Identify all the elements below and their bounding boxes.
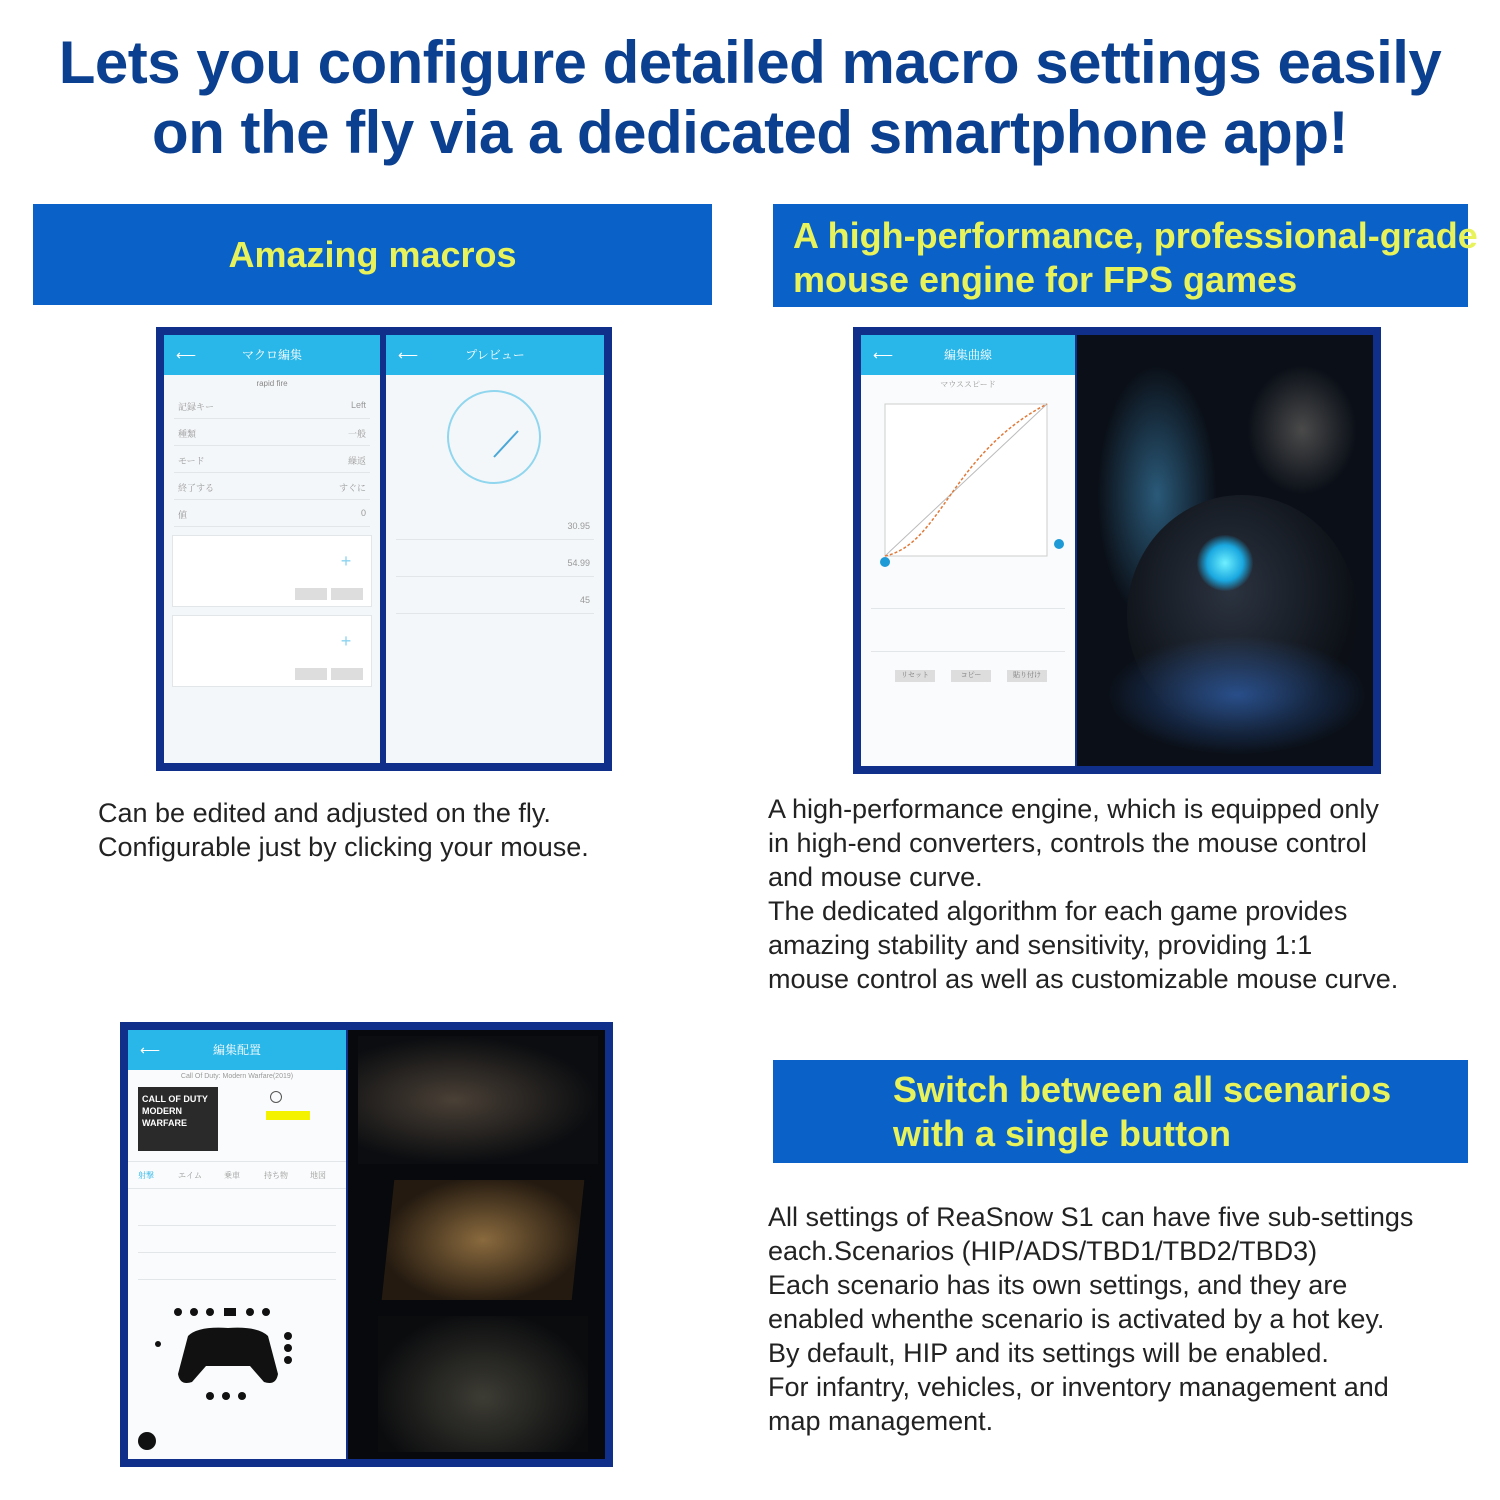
macro-row-value: 0: [360, 508, 366, 518]
copy-button[interactable]: コピー: [951, 670, 991, 682]
macro-row[interactable]: [174, 419, 370, 446]
mouse-desc-line: A high-performance engine, which is equipped only: [768, 794, 1379, 824]
config-tab[interactable]: 持ち物: [264, 1171, 288, 1180]
macros-desc-line: Configurable just by clicking your mouse.: [98, 832, 589, 862]
config-row[interactable]: [138, 1253, 336, 1280]
curve-edit-screen: [861, 335, 1075, 766]
config-title: 編集配置: [212, 1043, 261, 1057]
config-tab[interactable]: 射撃: [138, 1171, 154, 1180]
macro-row[interactable]: [174, 392, 370, 419]
macro-row-label: 終了する: [178, 483, 215, 493]
battleground-scene: [378, 1316, 588, 1452]
config-appbar: [128, 1030, 346, 1070]
gamepad-icon: [128, 1286, 346, 1416]
macro-app-screenshot: [156, 327, 612, 771]
scenarios-desc-line: enabled whenthe scenario is activated by a hot key.: [768, 1304, 1385, 1334]
scenarios-desc-line: Each scenario has its own settings, and they are: [768, 1270, 1348, 1300]
curve-title: 編集曲線: [943, 348, 992, 362]
curve-subtitle: マウススピード: [940, 380, 996, 389]
mouse-desc-line: amazing stability and sensitivity, providing 1:1: [768, 930, 1313, 960]
curve-slider-row[interactable]: [871, 625, 1065, 652]
preview-row[interactable]: [396, 550, 594, 577]
add-icon[interactable]: +: [340, 631, 352, 651]
macro-name: rapid fire: [256, 379, 288, 388]
mouse-desc-line: mouse control as well as customizable mouse curve.: [768, 964, 1399, 994]
macro-row-label: モード: [178, 456, 205, 466]
preview-appbar: [386, 335, 604, 375]
mouse-engine-banner: [773, 204, 1478, 307]
mouse-desc-line: in high-end converters, controls the mouse control: [768, 828, 1367, 858]
headline-line-2: on the fly via a dedicated smartphone app!: [152, 99, 1348, 166]
mouse-engine-title-line: mouse engine for FPS games: [793, 259, 1298, 300]
clock-icon: [270, 1091, 282, 1103]
macro-row-value: 繰返: [347, 456, 366, 466]
macro-row-value: すぐに: [338, 483, 366, 493]
config-tab[interactable]: 乗車: [224, 1171, 240, 1180]
macro-row-value: Left: [350, 400, 366, 410]
page-headline: [0, 28, 1500, 168]
config-tab[interactable]: 地図: [310, 1171, 326, 1180]
paste-button[interactable]: 貼り付け: [1007, 670, 1047, 682]
macros-description: [98, 796, 589, 864]
game-config-screenshot: [120, 1022, 613, 1467]
mouse-engine-description: [768, 792, 1398, 996]
step-button[interactable]: [331, 588, 363, 600]
add-icon[interactable]: +: [340, 551, 352, 571]
curve-slider-row[interactable]: [871, 582, 1065, 609]
macro-step-card: [172, 535, 372, 607]
scenarios-desc-line: each.Scenarios (HIP/ADS/TBD1/TBD2/TBD3): [768, 1236, 1318, 1266]
game-card: [128, 1083, 346, 1161]
macro-edit-screen: [164, 335, 380, 763]
back-arrow-icon[interactable]: ⟵: [176, 347, 197, 363]
config-tab-bar: [128, 1161, 346, 1189]
mouse-curve-screenshot: [853, 327, 1381, 774]
macros-desc-line: Can be edited and adjusted on the fly.: [98, 798, 551, 828]
macros-title: Amazing macros: [228, 234, 517, 275]
macro-row[interactable]: [174, 473, 370, 500]
macro-edit-title: マクロ編集: [241, 348, 302, 362]
gaming-mouse-image: [1077, 335, 1373, 766]
scenarios-title-line: with a single button: [893, 1113, 1231, 1154]
macro-edit-appbar: [164, 335, 380, 375]
cod-logo-text: CALL OF DUTY MODERN WARFARE: [142, 1094, 208, 1128]
preview-value: 30.95: [567, 521, 590, 531]
step-button[interactable]: [331, 668, 363, 680]
scenarios-desc-line: For infantry, vehicles, or inventory management and: [768, 1372, 1389, 1402]
back-arrow-icon[interactable]: ⟵: [398, 347, 419, 363]
game-scenes-image: [348, 1030, 605, 1459]
bottom-toggle-icon[interactable]: [138, 1432, 156, 1450]
config-game-name: Call Of Duty: Modern Warfare(2019): [180, 1073, 294, 1080]
reset-button[interactable]: リセット: [895, 670, 935, 682]
preview-value: 45: [579, 595, 590, 605]
macro-row-value: 一般: [347, 429, 366, 439]
macro-row-label: 値: [178, 510, 188, 520]
scenarios-description: [768, 1200, 1413, 1438]
config-edit-screen: [128, 1030, 346, 1459]
scenarios-banner: [773, 1060, 1468, 1163]
macro-row[interactable]: [174, 500, 370, 527]
mouse-logo-glow: [1197, 535, 1253, 591]
mouse-desc-line: The dedicated algorithm for each game provides: [768, 896, 1348, 926]
macro-step-card: [172, 615, 372, 687]
step-button[interactable]: [295, 668, 327, 680]
scenarios-title-line: Switch between all scenarios: [893, 1069, 1392, 1110]
curve-button-row: [861, 664, 1075, 694]
tank-scene: [382, 1180, 585, 1300]
sniper-scene: [358, 1036, 598, 1164]
preview-joystick-dial: [386, 375, 604, 495]
blue-lightning-base: [1107, 635, 1367, 755]
soldier-silhouette: [1247, 365, 1357, 495]
highlight-field[interactable]: [266, 1111, 310, 1120]
macro-row-label: 記録キー: [178, 402, 215, 412]
config-row[interactable]: [138, 1199, 336, 1226]
config-tab[interactable]: エイム: [178, 1171, 202, 1180]
preview-row[interactable]: [396, 513, 594, 540]
preview-value: 54.99: [567, 558, 590, 568]
game-cover: [138, 1087, 218, 1151]
preview-title: プレビュー: [465, 348, 525, 362]
mouse-engine-title-line: A high-performance, professional-grade: [793, 215, 1478, 256]
scenarios-desc-line: map management.: [768, 1406, 994, 1436]
macro-row[interactable]: [174, 446, 370, 473]
config-row[interactable]: [138, 1226, 336, 1253]
headline-line-1: Lets you configure detailed macro settings easily: [58, 29, 1442, 96]
scenarios-desc-line: By default, HIP and its settings will be enabled.: [768, 1338, 1329, 1368]
preview-row[interactable]: [396, 587, 594, 614]
back-arrow-icon[interactable]: ⟵: [140, 1042, 161, 1058]
step-button[interactable]: [295, 588, 327, 600]
curve-appbar: [861, 335, 1075, 375]
macros-banner: [33, 204, 712, 305]
scenarios-desc-line: All settings of ReaSnow S1 can have five sub-settings: [768, 1202, 1414, 1232]
back-arrow-icon[interactable]: ⟵: [873, 347, 894, 363]
macro-row-label: 種類: [178, 429, 197, 439]
mouse-curve-graph[interactable]: [861, 394, 1075, 574]
mouse-desc-line: and mouse curve.: [768, 862, 983, 892]
preview-screen: [386, 335, 604, 763]
